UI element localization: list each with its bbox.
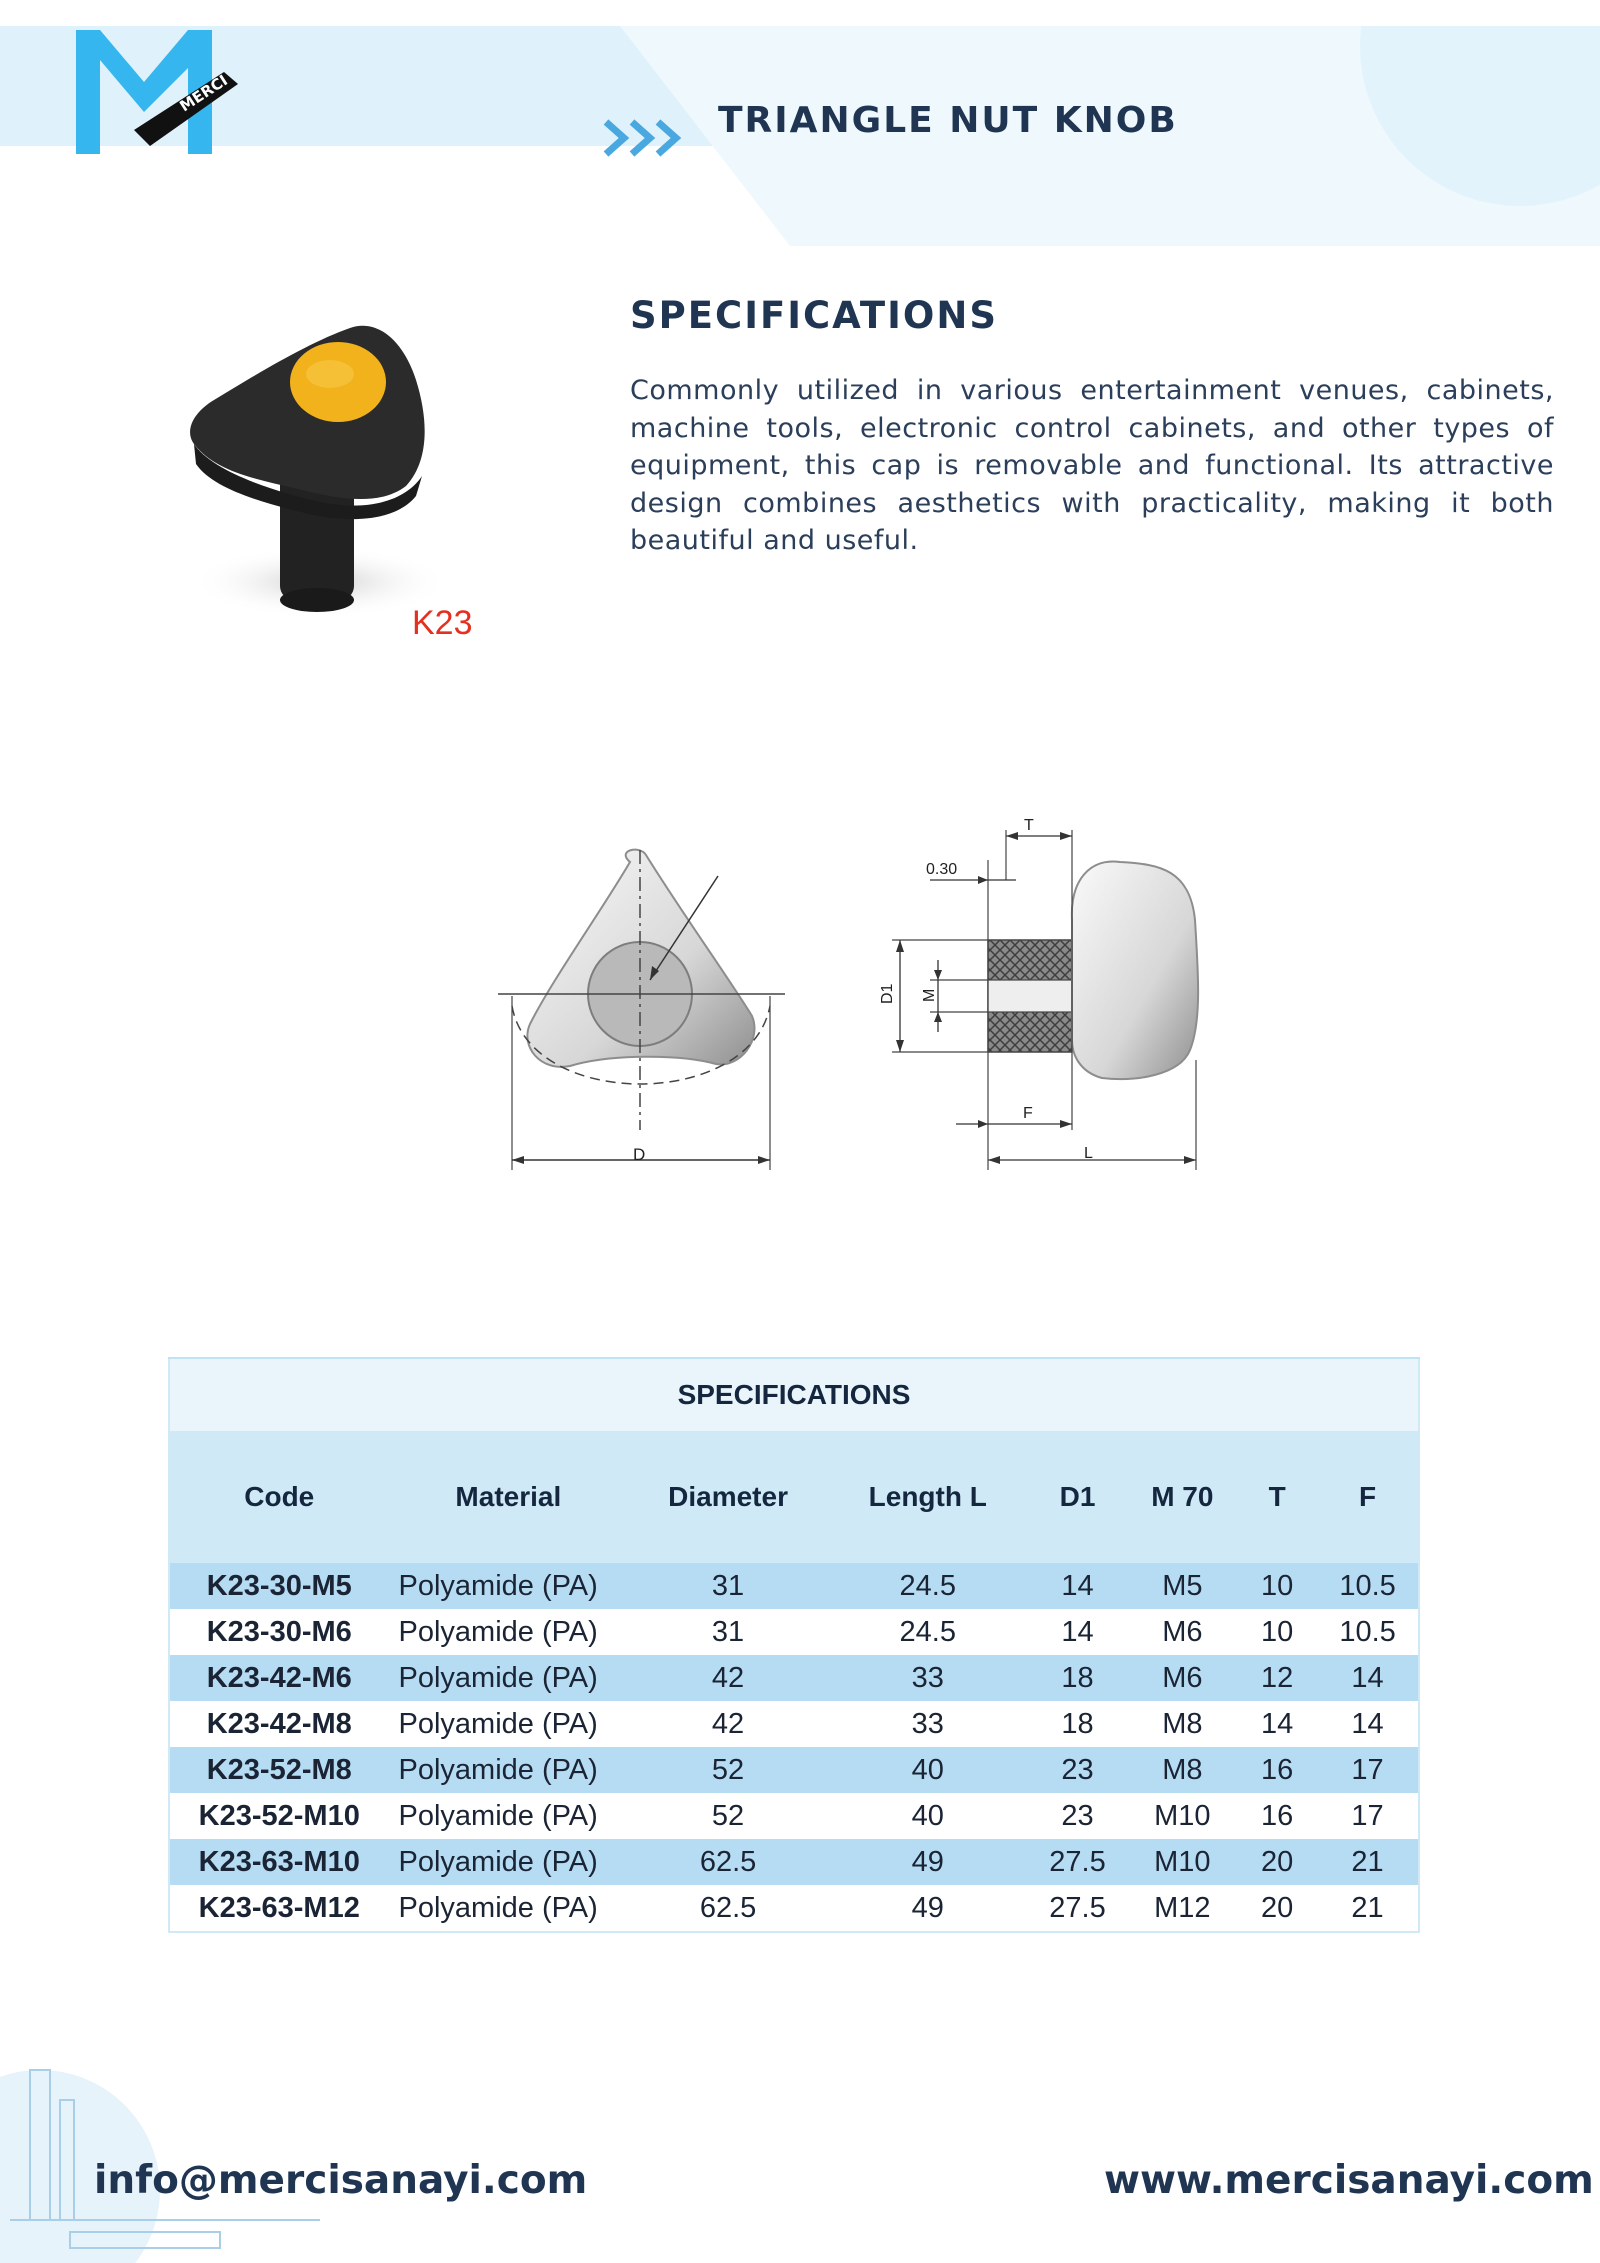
table-cell: 24.5 xyxy=(828,1609,1028,1655)
table-cell: 31 xyxy=(628,1609,828,1655)
table-cell: M8 xyxy=(1127,1701,1237,1747)
table-cell: 21 xyxy=(1317,1885,1419,1932)
table-cell: 10.5 xyxy=(1317,1563,1419,1609)
table-cell: 20 xyxy=(1237,1885,1317,1932)
table-cell: 33 xyxy=(828,1655,1028,1701)
table-cell: 62.5 xyxy=(628,1839,828,1885)
table-header-cell: Diameter xyxy=(628,1431,828,1563)
table-cell: 49 xyxy=(828,1885,1028,1932)
page-title: TRIANGLE NUT KNOB xyxy=(718,100,1178,141)
table-cell: M10 xyxy=(1127,1839,1237,1885)
dim-label-f: F xyxy=(1023,1105,1033,1122)
product-code-cell: K23-63-M12 xyxy=(169,1885,389,1932)
website-link[interactable]: www.mercisanayi.com xyxy=(1104,2158,1594,2203)
table-cell: Polyamide (PA) xyxy=(389,1793,629,1839)
table-cell: M12 xyxy=(1127,1885,1237,1932)
technical-drawing xyxy=(490,810,1210,1190)
table-cell: 33 xyxy=(828,1701,1028,1747)
dim-label-d: D xyxy=(633,1145,646,1164)
table-cell: 24.5 xyxy=(828,1563,1028,1609)
table-row xyxy=(169,1885,1419,1932)
product-code-cell: K23-30-M5 xyxy=(169,1563,389,1609)
product-code-cell: K23-52-M10 xyxy=(169,1793,389,1839)
table-row xyxy=(169,1793,1419,1839)
product-photo xyxy=(170,320,470,640)
table-cell: M6 xyxy=(1127,1655,1237,1701)
table-cell: 42 xyxy=(628,1655,828,1701)
table-cell: 10 xyxy=(1237,1563,1317,1609)
table-cell: 10 xyxy=(1237,1609,1317,1655)
table-header-cell: F xyxy=(1317,1431,1419,1563)
table-cell: M5 xyxy=(1127,1563,1237,1609)
table-cell: Polyamide (PA) xyxy=(389,1747,629,1793)
table-cell: M8 xyxy=(1127,1747,1237,1793)
table-cell: 42 xyxy=(628,1701,828,1747)
dim-label-t: T xyxy=(1024,817,1034,834)
table-cell: 23 xyxy=(1028,1793,1128,1839)
table-header-cell: M 70 xyxy=(1127,1431,1237,1563)
table-header-cell: Length L xyxy=(828,1431,1028,1563)
table-cell: 17 xyxy=(1317,1793,1419,1839)
table-cell: Polyamide (PA) xyxy=(389,1885,629,1932)
table-cell: 23 xyxy=(1028,1747,1128,1793)
merci-logo xyxy=(74,28,238,156)
table-cell: 14 xyxy=(1237,1701,1317,1747)
specifications-table xyxy=(168,1357,1420,1933)
table-cell: 18 xyxy=(1028,1701,1128,1747)
table-cell: Polyamide (PA) xyxy=(389,1839,629,1885)
table-cell: Polyamide (PA) xyxy=(389,1701,629,1747)
table-cell: 14 xyxy=(1028,1609,1128,1655)
dim-label-d1: D1 xyxy=(879,983,896,1004)
table-cell: 49 xyxy=(828,1839,1028,1885)
product-code-cell: K23-30-M6 xyxy=(169,1609,389,1655)
table-cell: Polyamide (PA) xyxy=(389,1609,629,1655)
product-code-cell: K23-42-M8 xyxy=(169,1701,389,1747)
table-cell: 40 xyxy=(828,1747,1028,1793)
table-cell: M10 xyxy=(1127,1793,1237,1839)
table-cell: 12 xyxy=(1237,1655,1317,1701)
table-cell: 17 xyxy=(1317,1747,1419,1793)
product-label: K23 xyxy=(412,604,473,642)
table-row xyxy=(169,1747,1419,1793)
product-code-cell: K23-42-M6 xyxy=(169,1655,389,1701)
table-cell: 10.5 xyxy=(1317,1609,1419,1655)
table-cell: 14 xyxy=(1028,1563,1128,1609)
table-cell: 20 xyxy=(1237,1839,1317,1885)
table-header-row xyxy=(169,1431,1419,1563)
product-description: Commonly utilized in various entertainment venues, cabinets, machine tools, electronic control cabinets, and other types of equipment, this cap is removable and functional. Its attractive design combines aesthetics with practicality, making it both beautiful and useful. xyxy=(630,375,1554,556)
product-code-cell: K23-52-M8 xyxy=(169,1747,389,1793)
table-header-cell: Material xyxy=(389,1431,629,1563)
table-header-cell: D1 xyxy=(1028,1431,1128,1563)
table-row xyxy=(169,1563,1419,1609)
table-cell: 14 xyxy=(1317,1701,1419,1747)
table-cell: 40 xyxy=(828,1793,1028,1839)
table-cell: M6 xyxy=(1127,1609,1237,1655)
table-cell: 62.5 xyxy=(628,1885,828,1932)
table-cell: 52 xyxy=(628,1793,828,1839)
table-cell: 27.5 xyxy=(1028,1885,1128,1932)
table-header-cell: Code xyxy=(169,1431,389,1563)
table-cell: 18 xyxy=(1028,1655,1128,1701)
table-cell: 52 xyxy=(628,1747,828,1793)
dim-label-m: M xyxy=(921,988,938,1002)
table-cell: 21 xyxy=(1317,1839,1419,1885)
table-cell: 16 xyxy=(1237,1747,1317,1793)
table-cell: Polyamide (PA) xyxy=(389,1655,629,1701)
footer-blueprint-decoration xyxy=(0,2040,330,2263)
dim-label-l: L xyxy=(1084,1145,1093,1162)
dim-label-tolerance: 0.30 xyxy=(926,861,958,878)
table-header-cell: T xyxy=(1237,1431,1317,1563)
chevron-arrows-icon xyxy=(600,116,690,160)
specifications-heading: SPECIFICATIONS xyxy=(630,294,998,337)
table-row xyxy=(169,1655,1419,1701)
table-row xyxy=(169,1701,1419,1747)
logo-text: MERCI xyxy=(176,71,231,116)
table-row xyxy=(169,1609,1419,1655)
table-cell: 27.5 xyxy=(1028,1839,1128,1885)
side-view xyxy=(879,817,1198,1170)
product-code-cell: K23-63-M10 xyxy=(169,1839,389,1885)
table-title: SPECIFICATIONS xyxy=(169,1358,1419,1431)
table-cell: 31 xyxy=(628,1563,828,1609)
table-cell: 14 xyxy=(1317,1655,1419,1701)
table-cell: Polyamide (PA) xyxy=(389,1563,629,1609)
contact-email[interactable]: info@mercisanayi.com xyxy=(94,2158,588,2203)
table-row xyxy=(169,1839,1419,1885)
front-view xyxy=(498,850,785,1170)
table-cell: 16 xyxy=(1237,1793,1317,1839)
